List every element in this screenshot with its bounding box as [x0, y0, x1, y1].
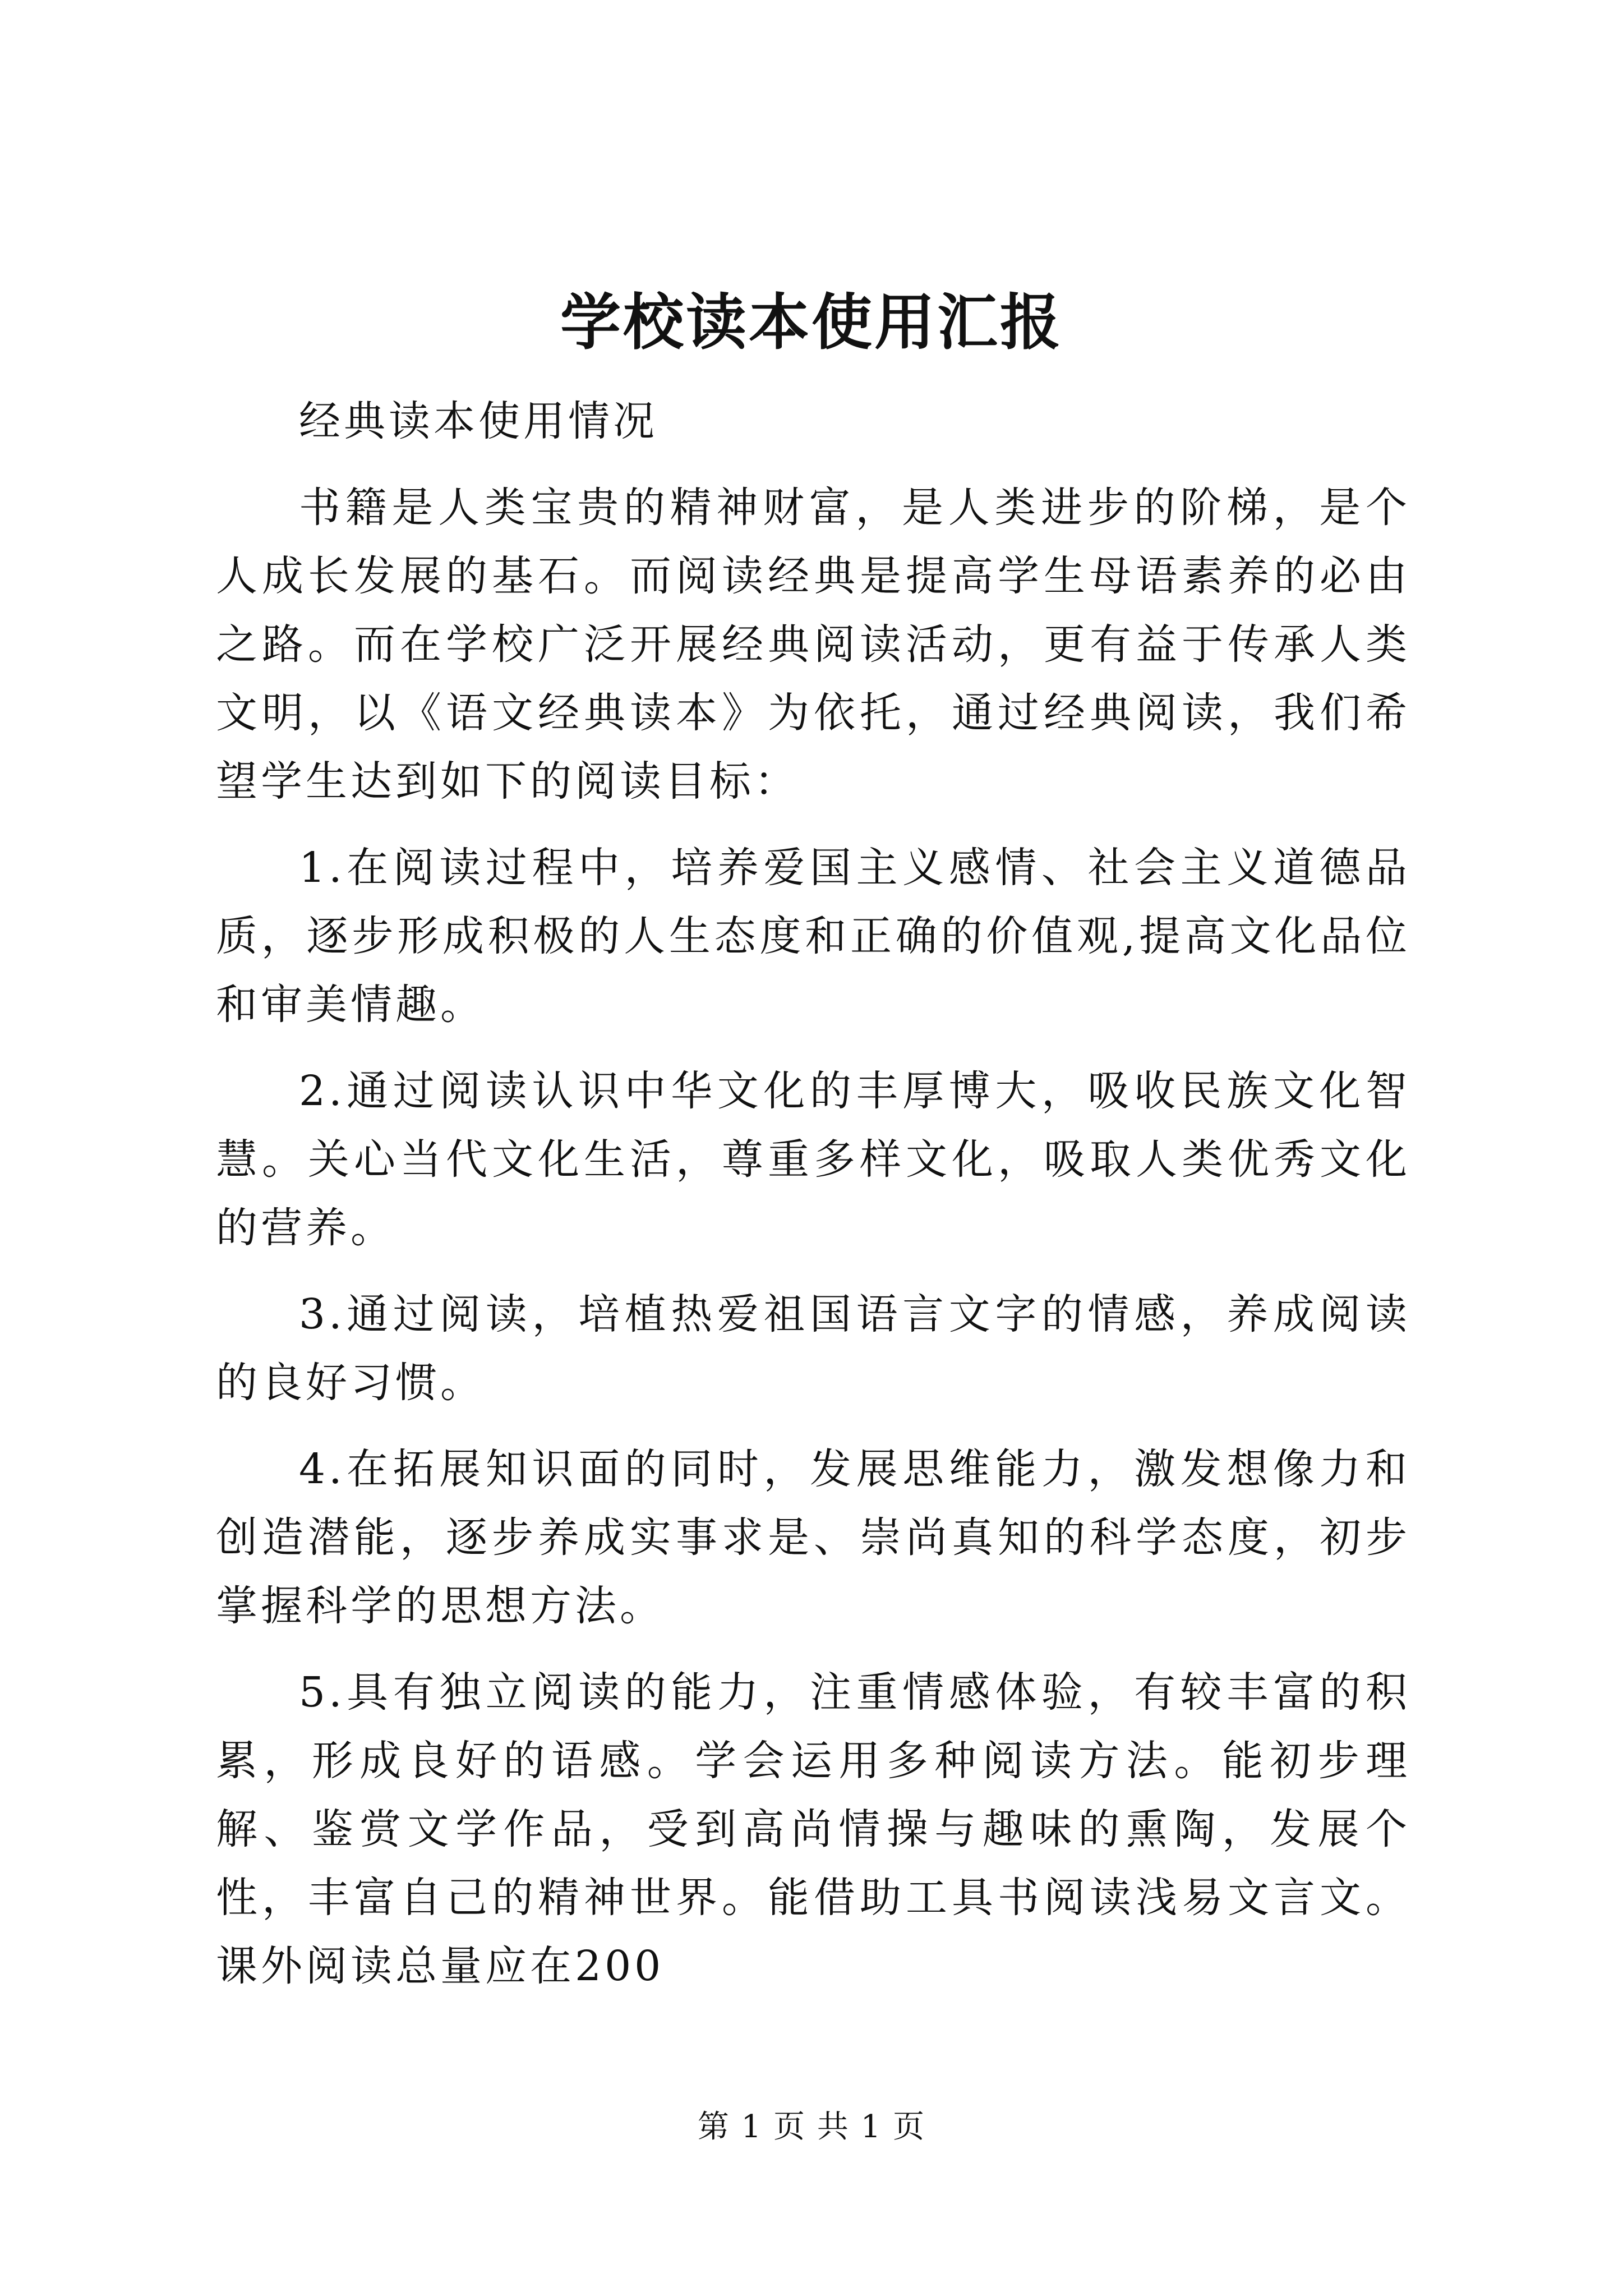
- intro-paragraph: 书籍是人类宝贵的精神财富，是人类进步的阶梯，是个人成长发展的基石。而阅读经典是提高学生母语素养的必由之路。而在学校广泛开展经典阅读活动，更有益于传承人类文明，以《语文经典读本》为依托，通过经典阅读，我们希望学生达到如下的阅读目标：: [216, 484, 1410, 806]
- page-footer: 第 1 页 共 1 页: [697, 2109, 926, 2145]
- goal-item-2: 2.通过阅读认识中华文化的丰厚博大，吸收民族文化智慧。关心当代文化生活，尊重多样文化，吸取人类优秀文化的营养。: [216, 1067, 1410, 1252]
- goal-item-4: 4.在拓展知识面的同时，发展思维能力，激发想像力和创造潜能，逐步养成实事求是、崇尚真知的科学态度，初步掌握科学的思想方法。: [216, 1445, 1410, 1630]
- goal-item-1: 1.在阅读过程中，培养爱国主义感情、社会主义道德品质，逐步形成积极的人生态度和正确的价值观,提高文化品位和审美情趣。: [216, 844, 1410, 1029]
- section-heading: 经典读本使用情况: [299, 397, 658, 445]
- document-title: 学校读本使用汇报: [560, 287, 1063, 358]
- document-body: [216, 387, 1410, 2018]
- goal-item-5: 5.具有独立阅读的能力，注重情感体验，有较丰富的积累，形成良好的语感。学会运用多种阅读方法。能初步理解、鉴赏文学作品，受到高尚情操与趣味的熏陶，发展个性，丰富自己的精神世界。能借助工具书阅读浅易文言文。课外阅读总量应在200: [216, 1668, 1410, 1990]
- goal-item-3: 3.通过阅读，培植热爱祖国语言文字的情感，养成阅读的良好习惯。: [216, 1290, 1410, 1407]
